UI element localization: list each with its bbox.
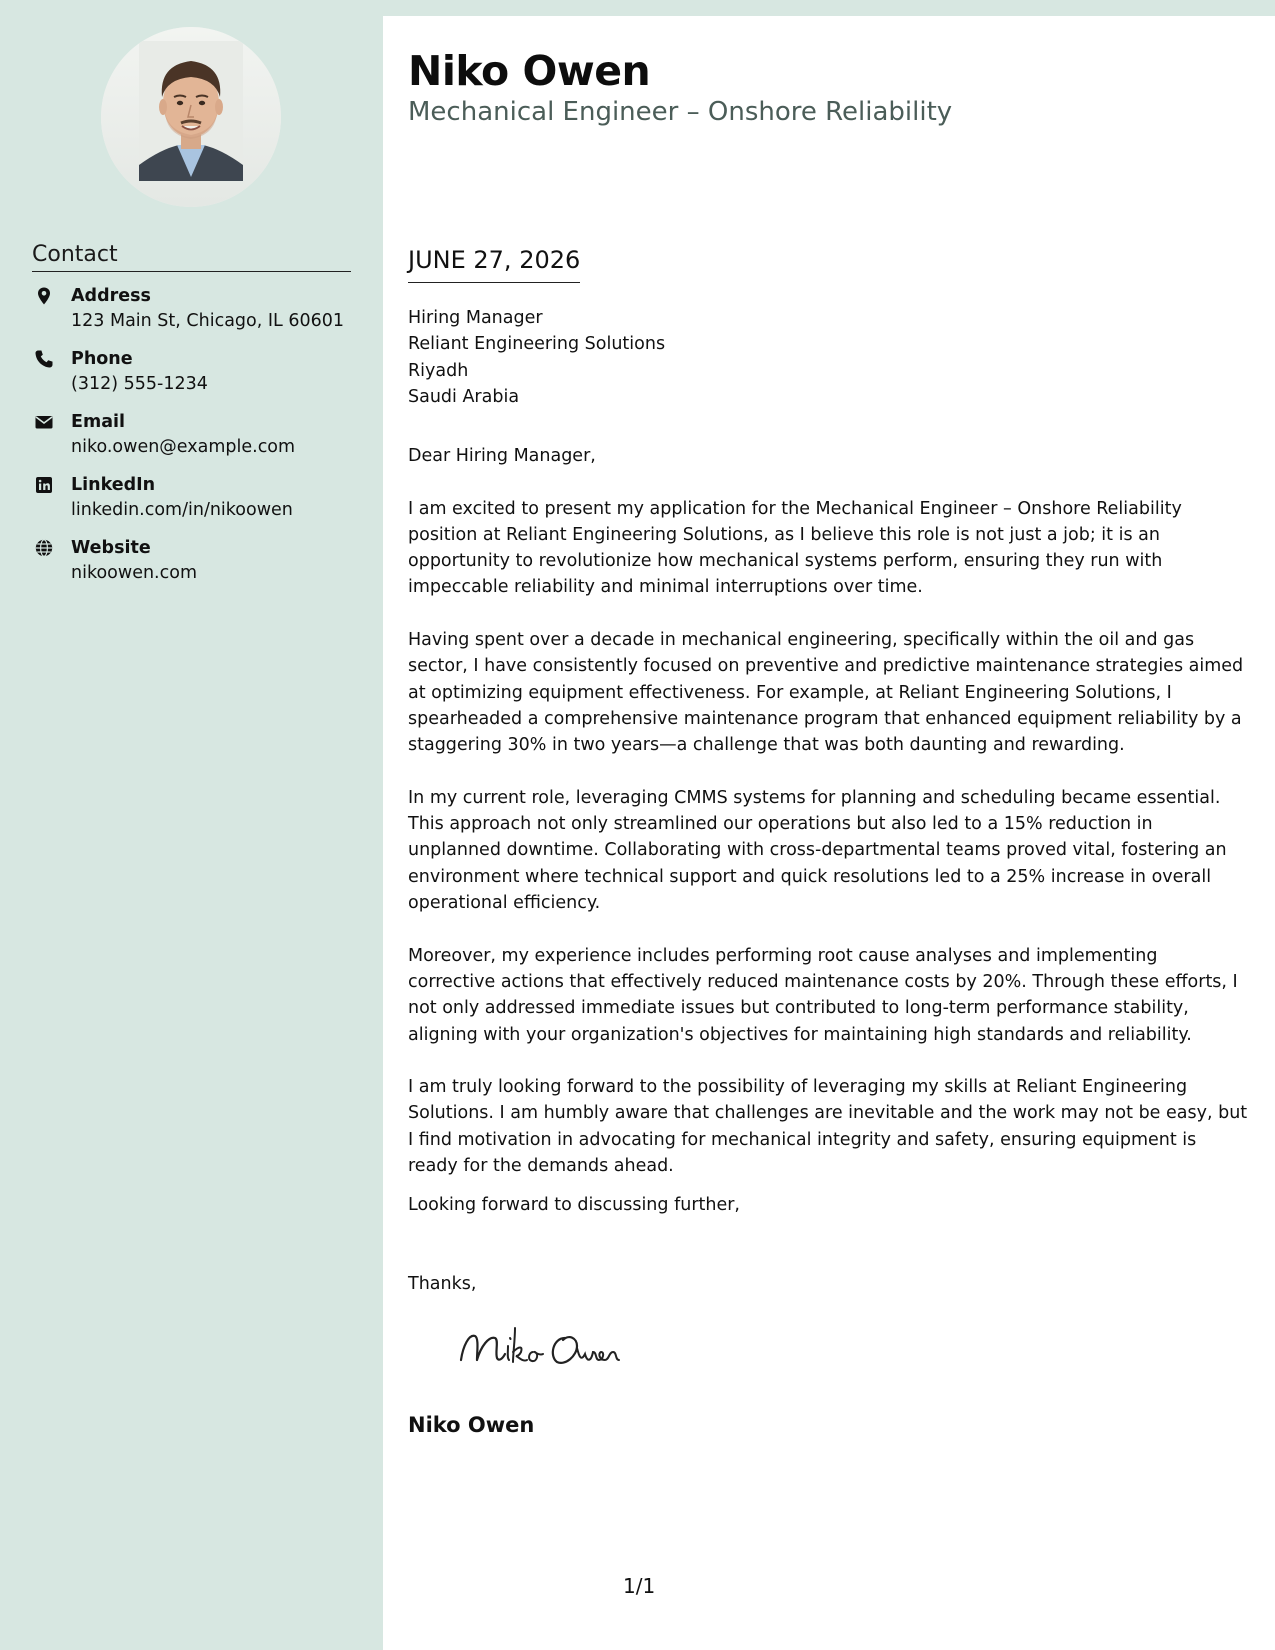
contact-list <box>32 284 372 599</box>
contact-email <box>32 410 372 473</box>
contact-value: (312) 555-1234 <box>71 374 208 394</box>
recipient-line: Hiring Manager <box>408 308 543 328</box>
contact-label: Phone <box>71 349 133 369</box>
contact-phone <box>32 347 372 410</box>
profile-photo <box>101 27 281 207</box>
salutation: Dear Hiring Manager, <box>408 446 596 466</box>
body-paragraph: I am truly looking forward to the possibility of leveraging my skills at Reliant Engineering Solutions. I am humbly aware that challenges are inevitable and the work may not be easy, but I find motivation in advocating for mechanical integrity and safety, ensuring equipment is ready for the demands ahead. <box>408 1077 1248 1177</box>
body-paragraph: Moreover, my experience includes performing root cause analyses and implementing corrective actions that effectively reduced maintenance costs by 20%. Through these efforts, I not only addressed immediate issues but contributed to long-term performance stability, aligning with your organization's objectives for maintaining high standards and reliability. <box>408 945 1238 1045</box>
contact-value: linkedin.com/in/nikoowen <box>71 500 293 520</box>
body-paragraph: In my current role, leveraging CMMS systems for planning and scheduling became essential. This approach not only streamlined our operations but also led to a 15% reduction in unplanned downtime. Collaborating with cross-departmental teams proved vital, fostering an environment where technical support and quick resolutions led to a 25% increase in overall operational efficiency. <box>408 787 1227 914</box>
letter-page <box>383 16 1275 1650</box>
recipient-line: Saudi Arabia <box>408 386 520 407</box>
applicant-name: Niko Owen <box>408 47 651 95</box>
recipient-line: Reliant Engineering Solutions <box>408 334 666 355</box>
contact-label: Email <box>71 412 125 432</box>
handwritten-signature <box>453 1316 653 1376</box>
contact-address <box>32 284 372 347</box>
contact-value: 123 Main St, Chicago, IL 60601 <box>71 311 345 331</box>
contact-linkedin <box>32 473 372 536</box>
signoff: Thanks, <box>408 1274 477 1294</box>
job-title: Mechanical Engineer – Onshore Reliability <box>408 97 953 127</box>
phone-icon <box>34 349 54 369</box>
contact-value: niko.owen@example.com <box>71 437 296 457</box>
page-number: 1/1 <box>623 1574 656 1598</box>
signer-name: Niko Owen <box>408 1413 535 1437</box>
contact-value: nikoowen.com <box>71 563 197 583</box>
map-pin-icon <box>34 286 54 306</box>
letter-body <box>408 443 1250 1206</box>
recipient-block <box>408 305 665 410</box>
envelope-icon <box>34 412 54 432</box>
body-paragraph: Having spent over a decade in mechanical engineering, specifically within the oil and gas sector, I have consistently focused on preventive and predictive maintenance strategies aimed at optimizing equipment effectiveness. For example, at Reliant Engineering Solutions, I spearheaded a comprehensive maintenance program that enhanced equipment reliability by a staggering 30% in two years—a challenge that was both daunting and rewarding. <box>408 630 1244 756</box>
globe-icon <box>34 538 54 558</box>
contact-label: Website <box>71 538 151 558</box>
recipient-line: Riyadh <box>408 360 469 381</box>
sidebar <box>0 0 383 1650</box>
contact-label: Address <box>71 286 151 306</box>
contact-website <box>32 536 372 599</box>
letter-date: JUNE 27, 2026 <box>408 243 580 283</box>
body-paragraph: I am excited to present my application for the Mechanical Engineer – Onshore Reliability position at Reliant Engineering Solutions, as I believe this role is not just a job; it is an opportunity to revolutionize how mechanical systems perform, ensuring they run with impeccable reliability and minimal interruptions over time. <box>408 498 1182 598</box>
contact-heading: Contact <box>32 240 351 272</box>
linkedin-icon <box>34 475 54 495</box>
closing-line: Looking forward to discussing further, <box>408 1195 740 1215</box>
contact-label: LinkedIn <box>71 475 156 495</box>
